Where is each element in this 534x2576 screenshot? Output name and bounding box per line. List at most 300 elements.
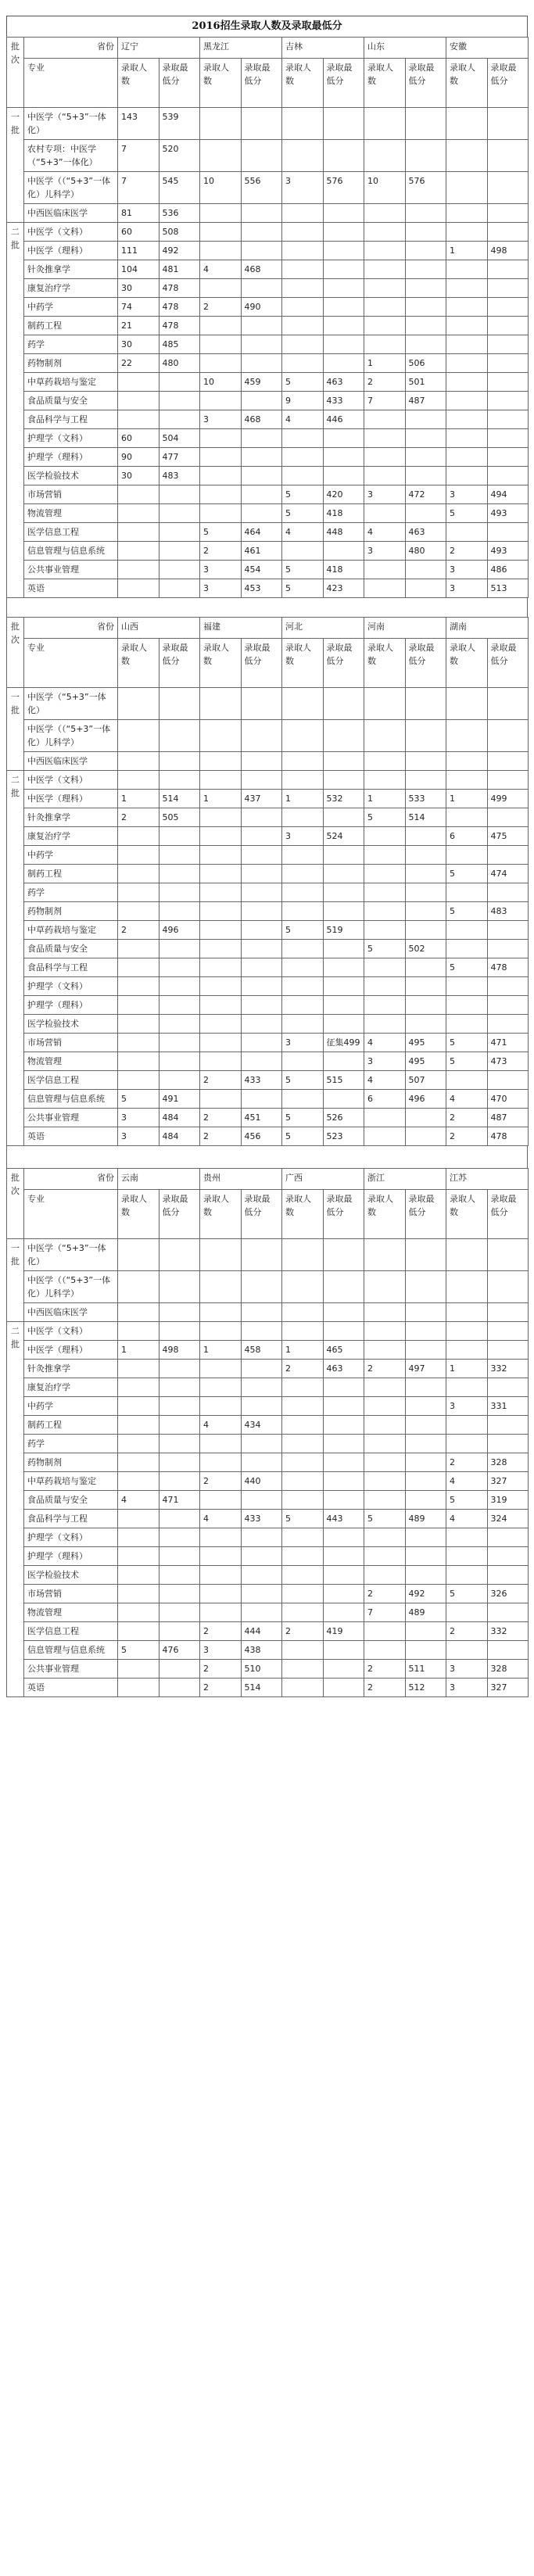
count-cell: 3 xyxy=(446,1679,488,1697)
min-score-cell xyxy=(323,1239,364,1271)
major-name: 农村专项：中医学（“5+3”一体化） xyxy=(24,140,118,172)
min-score-cell: 472 xyxy=(405,485,446,504)
min-score-cell xyxy=(241,883,282,902)
count-cell: 5 xyxy=(446,504,488,523)
count-cell xyxy=(446,279,488,298)
table-row xyxy=(7,1303,529,1322)
count-cell xyxy=(282,688,324,720)
min-score-header: 录取最低分 xyxy=(323,639,364,688)
min-score-cell: 514 xyxy=(159,790,200,808)
min-score-cell xyxy=(159,940,200,958)
min-score-header: 录取最低分 xyxy=(241,1190,282,1239)
table-row xyxy=(7,140,529,172)
count-cell xyxy=(364,561,406,579)
table-row xyxy=(7,1679,529,1697)
count-cell: 10 xyxy=(200,373,242,392)
major-name: 信息管理与信息系统 xyxy=(24,1090,118,1109)
major-name: 食品科学与工程 xyxy=(24,410,118,429)
major-name: 中医学（“5+3”一体化） xyxy=(24,688,118,720)
count-cell xyxy=(118,1239,159,1271)
min-score-cell: 576 xyxy=(323,172,364,204)
min-score-cell xyxy=(159,1453,200,1472)
min-score-cell xyxy=(241,1303,282,1322)
count-cell xyxy=(446,298,488,317)
count-cell xyxy=(200,242,242,260)
min-score-cell xyxy=(487,410,529,429)
count-cell: 4 xyxy=(282,410,324,429)
min-score-cell xyxy=(241,335,282,354)
min-score-cell xyxy=(323,940,364,958)
count-cell: 111 xyxy=(118,242,159,260)
count-header: 录取人数 xyxy=(282,639,324,688)
min-score-cell: 492 xyxy=(159,242,200,260)
count-cell xyxy=(200,1239,242,1271)
admission-table-block xyxy=(6,617,529,1146)
batch-header: 批次 xyxy=(7,1169,24,1239)
count-cell: 2 xyxy=(446,1453,488,1472)
min-score-cell xyxy=(405,1239,446,1271)
table-row xyxy=(7,317,529,335)
min-score-cell: 464 xyxy=(241,523,282,542)
count-cell xyxy=(364,883,406,902)
count-cell xyxy=(200,1453,242,1472)
min-score-cell xyxy=(487,1528,529,1547)
min-score-cell xyxy=(405,448,446,467)
count-cell xyxy=(118,902,159,921)
count-cell xyxy=(118,1547,159,1566)
table-row xyxy=(7,720,529,752)
major-name: 制药工程 xyxy=(24,1416,118,1435)
min-score-cell xyxy=(159,1239,200,1271)
min-score-cell xyxy=(405,688,446,720)
min-score-cell: 526 xyxy=(323,1109,364,1127)
count-cell xyxy=(446,204,488,223)
count-cell xyxy=(446,720,488,752)
count-cell xyxy=(200,883,242,902)
min-score-cell xyxy=(323,752,364,771)
count-cell xyxy=(282,1090,324,1109)
count-cell xyxy=(364,902,406,921)
table-title: 2016招生录取人数及录取最低分 xyxy=(6,16,528,37)
province-name: 云南 xyxy=(118,1169,200,1190)
count-cell xyxy=(118,883,159,902)
count-cell xyxy=(364,1453,406,1472)
min-score-cell xyxy=(241,921,282,940)
count-cell: 5 xyxy=(364,808,406,827)
count-cell xyxy=(364,242,406,260)
province-name: 湖南 xyxy=(446,618,529,639)
count-cell: 7 xyxy=(118,172,159,204)
count-cell xyxy=(446,317,488,335)
count-cell xyxy=(118,1416,159,1435)
min-score-cell: 440 xyxy=(241,1472,282,1491)
province-label: 省份 xyxy=(24,1169,118,1190)
table-row xyxy=(7,1360,529,1378)
min-score-cell xyxy=(159,883,200,902)
min-score-cell xyxy=(487,467,529,485)
count-cell: 3 xyxy=(364,485,406,504)
count-cell xyxy=(118,561,159,579)
min-score-cell xyxy=(159,1322,200,1341)
min-score-cell xyxy=(241,827,282,846)
min-score-cell xyxy=(241,977,282,996)
count-cell: 2 xyxy=(200,1660,242,1679)
count-cell xyxy=(364,1378,406,1397)
count-cell xyxy=(282,542,324,561)
min-score-cell: 448 xyxy=(323,523,364,542)
count-cell xyxy=(200,448,242,467)
batch-label: 二批 xyxy=(7,771,24,1146)
min-score-cell xyxy=(405,1127,446,1146)
count-header: 录取人数 xyxy=(364,59,406,108)
count-cell xyxy=(282,1603,324,1622)
min-score-header: 录取最低分 xyxy=(405,639,446,688)
count-cell xyxy=(282,883,324,902)
count-cell: 4 xyxy=(118,1491,159,1510)
count-cell xyxy=(364,1397,406,1416)
min-score-cell xyxy=(159,771,200,790)
count-cell: 2 xyxy=(200,542,242,561)
count-cell: 30 xyxy=(118,279,159,298)
table-row xyxy=(7,485,529,504)
count-cell: 4 xyxy=(364,1034,406,1052)
count-cell: 2 xyxy=(118,921,159,940)
count-cell: 5 xyxy=(446,902,488,921)
major-name: 药学 xyxy=(24,335,118,354)
count-cell xyxy=(200,1528,242,1547)
count-cell xyxy=(446,1528,488,1547)
min-score-cell xyxy=(323,298,364,317)
min-score-cell xyxy=(159,1510,200,1528)
min-score-cell xyxy=(241,1322,282,1341)
min-score-cell xyxy=(323,1528,364,1547)
min-score-cell: 454 xyxy=(241,561,282,579)
province-name: 河北 xyxy=(282,618,364,639)
min-score-cell: 511 xyxy=(405,1660,446,1679)
min-score-cell xyxy=(323,1491,364,1510)
count-cell xyxy=(118,1453,159,1472)
min-score-cell xyxy=(487,846,529,865)
table-row xyxy=(7,902,529,921)
table-row xyxy=(7,467,529,485)
min-score-cell xyxy=(241,1271,282,1303)
count-cell xyxy=(200,467,242,485)
min-score-cell: 468 xyxy=(241,260,282,279)
min-score-cell xyxy=(241,1528,282,1547)
min-score-cell xyxy=(487,688,529,720)
min-score-cell xyxy=(405,561,446,579)
min-score-cell: 532 xyxy=(323,790,364,808)
table-row xyxy=(7,1239,529,1271)
table-row xyxy=(7,260,529,279)
table-row xyxy=(7,561,529,579)
min-score-cell: 507 xyxy=(405,1071,446,1090)
min-score-cell xyxy=(159,561,200,579)
min-score-cell xyxy=(487,172,529,204)
min-score-cell: 493 xyxy=(487,542,529,561)
count-cell: 5 xyxy=(200,523,242,542)
min-score-cell: 501 xyxy=(405,373,446,392)
count-cell xyxy=(282,1472,324,1491)
min-score-cell xyxy=(241,140,282,172)
min-score-header: 录取最低分 xyxy=(241,59,282,108)
min-score-cell xyxy=(159,1052,200,1071)
min-score-cell: 515 xyxy=(323,1071,364,1090)
min-score-cell: 524 xyxy=(323,827,364,846)
major-name: 中医学（理科） xyxy=(24,790,118,808)
count-cell xyxy=(200,204,242,223)
major-name: 中药学 xyxy=(24,846,118,865)
min-score-cell xyxy=(241,108,282,140)
min-score-cell: 504 xyxy=(159,429,200,448)
count-cell xyxy=(200,504,242,523)
major-name: 中西医临床医学 xyxy=(24,204,118,223)
major-name: 食品科学与工程 xyxy=(24,958,118,977)
min-score-cell xyxy=(405,827,446,846)
count-cell xyxy=(118,1660,159,1679)
min-score-cell xyxy=(159,1622,200,1641)
major-name: 食品质量与安全 xyxy=(24,392,118,410)
province-row xyxy=(7,38,529,59)
min-score-cell: 461 xyxy=(241,542,282,561)
count-cell: 6 xyxy=(364,1090,406,1109)
min-score-cell: 331 xyxy=(487,1397,529,1416)
count-cell xyxy=(446,1341,488,1360)
min-score-cell xyxy=(323,1472,364,1491)
major-name: 食品质量与安全 xyxy=(24,940,118,958)
table-row xyxy=(7,1341,529,1360)
min-score-cell xyxy=(323,335,364,354)
count-cell: 5 xyxy=(118,1641,159,1660)
table-row xyxy=(7,1071,529,1090)
major-name: 中医学（“5+3”一体化） xyxy=(24,1239,118,1271)
min-score-cell xyxy=(487,720,529,752)
count-cell xyxy=(446,108,488,140)
count-cell xyxy=(446,1641,488,1660)
count-cell xyxy=(282,1271,324,1303)
table-row xyxy=(7,865,529,883)
major-name: 针灸推拿学 xyxy=(24,1360,118,1378)
count-cell: 90 xyxy=(118,448,159,467)
table-row xyxy=(7,1052,529,1071)
major-name: 针灸推拿学 xyxy=(24,808,118,827)
count-cell xyxy=(200,108,242,140)
count-cell: 4 xyxy=(446,1090,488,1109)
min-score-cell: 556 xyxy=(241,172,282,204)
table-row xyxy=(7,1491,529,1510)
count-cell xyxy=(118,1052,159,1071)
count-cell xyxy=(118,1303,159,1322)
table-row xyxy=(7,1090,529,1109)
count-cell: 3 xyxy=(282,827,324,846)
count-cell: 5 xyxy=(446,865,488,883)
min-score-cell xyxy=(405,902,446,921)
table-row xyxy=(7,1603,529,1622)
table-row xyxy=(7,373,529,392)
table-row xyxy=(7,504,529,523)
count-cell xyxy=(446,688,488,720)
table-row xyxy=(7,977,529,996)
count-cell xyxy=(446,1603,488,1622)
major-name: 制药工程 xyxy=(24,865,118,883)
count-cell xyxy=(364,108,406,140)
min-score-cell xyxy=(487,260,529,279)
min-score-cell xyxy=(159,688,200,720)
count-cell xyxy=(446,373,488,392)
count-cell: 21 xyxy=(118,317,159,335)
min-score-cell xyxy=(323,1547,364,1566)
count-cell: 2 xyxy=(364,373,406,392)
min-score-cell: 328 xyxy=(487,1453,529,1472)
count-cell xyxy=(282,865,324,883)
min-score-cell: 319 xyxy=(487,1491,529,1510)
count-cell xyxy=(200,996,242,1015)
min-score-cell xyxy=(487,373,529,392)
count-cell xyxy=(200,1271,242,1303)
count-cell xyxy=(200,688,242,720)
count-cell: 5 xyxy=(282,921,324,940)
min-score-cell: 326 xyxy=(487,1585,529,1603)
count-cell xyxy=(200,392,242,410)
major-name: 针灸推拿学 xyxy=(24,260,118,279)
min-score-cell: 486 xyxy=(487,561,529,579)
count-cell xyxy=(282,1303,324,1322)
min-score-cell: 477 xyxy=(159,448,200,467)
table-row xyxy=(7,883,529,902)
count-cell xyxy=(200,485,242,504)
table-row xyxy=(7,808,529,827)
min-score-cell xyxy=(323,140,364,172)
count-cell: 2 xyxy=(200,1472,242,1491)
table-row xyxy=(7,108,529,140)
min-score-cell xyxy=(323,242,364,260)
min-score-cell xyxy=(241,242,282,260)
count-cell xyxy=(364,504,406,523)
count-cell: 5 xyxy=(282,1127,324,1146)
min-score-cell xyxy=(487,392,529,410)
count-cell xyxy=(446,1435,488,1453)
count-cell xyxy=(200,1322,242,1341)
major-name: 药学 xyxy=(24,1435,118,1453)
count-cell xyxy=(446,392,488,410)
count-cell xyxy=(200,1397,242,1416)
table-row xyxy=(7,172,529,204)
count-cell: 3 xyxy=(118,1109,159,1127)
province-name: 江苏 xyxy=(446,1169,529,1190)
min-score-cell xyxy=(405,865,446,883)
count-cell: 1 xyxy=(118,1341,159,1360)
major-name: 市场营销 xyxy=(24,485,118,504)
min-score-cell xyxy=(487,1566,529,1585)
document xyxy=(6,16,528,1697)
column-header-row xyxy=(7,1190,529,1239)
count-cell xyxy=(200,1585,242,1603)
count-cell xyxy=(364,1472,406,1491)
batch-header: 批次 xyxy=(7,618,24,688)
min-score-cell: 505 xyxy=(159,808,200,827)
count-cell xyxy=(282,279,324,298)
min-score-header: 录取最低分 xyxy=(241,639,282,688)
table-row xyxy=(7,846,529,865)
count-cell: 4 xyxy=(200,1510,242,1528)
major-name: 医学检验技术 xyxy=(24,1015,118,1034)
table-row xyxy=(7,429,529,448)
min-score-cell xyxy=(405,1453,446,1472)
min-score-cell xyxy=(159,1397,200,1416)
min-score-cell xyxy=(159,1303,200,1322)
min-score-cell xyxy=(159,1071,200,1090)
min-score-cell xyxy=(241,771,282,790)
blocks-container xyxy=(6,37,528,1697)
count-cell xyxy=(446,172,488,204)
count-cell: 3 xyxy=(282,172,324,204)
min-score-cell: 456 xyxy=(241,1127,282,1146)
min-score-cell: 496 xyxy=(159,921,200,940)
min-score-cell: 444 xyxy=(241,1622,282,1641)
min-score-cell xyxy=(323,1052,364,1071)
count-header: 录取人数 xyxy=(118,639,159,688)
count-cell: 4 xyxy=(446,1510,488,1528)
min-score-cell: 征集499 xyxy=(323,1034,364,1052)
count-cell xyxy=(282,1015,324,1034)
count-cell xyxy=(282,1378,324,1397)
table-row xyxy=(7,1378,529,1397)
min-score-header: 录取最低分 xyxy=(159,639,200,688)
min-score-cell: 519 xyxy=(323,921,364,940)
min-score-cell: 327 xyxy=(487,1679,529,1697)
count-cell xyxy=(118,1378,159,1397)
major-name: 药物制剂 xyxy=(24,902,118,921)
major-name: 康复治疗学 xyxy=(24,1378,118,1397)
min-score-cell xyxy=(159,902,200,921)
table-row xyxy=(7,1127,529,1146)
count-cell xyxy=(364,223,406,242)
admission-table-block xyxy=(6,37,529,598)
count-cell xyxy=(364,1491,406,1510)
table-row xyxy=(7,298,529,317)
min-score-cell: 493 xyxy=(487,504,529,523)
min-score-cell: 513 xyxy=(487,579,529,598)
min-score-cell xyxy=(159,373,200,392)
table-row xyxy=(7,1585,529,1603)
count-cell xyxy=(282,1416,324,1435)
count-cell xyxy=(446,467,488,485)
min-score-cell: 423 xyxy=(323,579,364,598)
table-row xyxy=(7,1547,529,1566)
min-score-cell: 514 xyxy=(405,808,446,827)
min-score-cell xyxy=(405,996,446,1015)
count-cell xyxy=(200,1303,242,1322)
major-name: 公共事业管理 xyxy=(24,1660,118,1679)
min-score-cell xyxy=(487,317,529,335)
count-cell xyxy=(118,1679,159,1697)
count-cell xyxy=(364,429,406,448)
min-score-cell xyxy=(323,1641,364,1660)
min-score-cell xyxy=(405,260,446,279)
table-row xyxy=(7,958,529,977)
table-row xyxy=(7,1322,529,1341)
major-name: 中药学 xyxy=(24,298,118,317)
min-score-cell xyxy=(487,1239,529,1271)
count-cell xyxy=(364,865,406,883)
count-cell xyxy=(446,410,488,429)
min-score-cell: 483 xyxy=(487,902,529,921)
min-score-cell xyxy=(323,108,364,140)
count-header: 录取人数 xyxy=(118,1190,159,1239)
count-cell xyxy=(364,410,406,429)
major-name: 公共事业管理 xyxy=(24,1109,118,1127)
min-score-cell xyxy=(241,1435,282,1453)
